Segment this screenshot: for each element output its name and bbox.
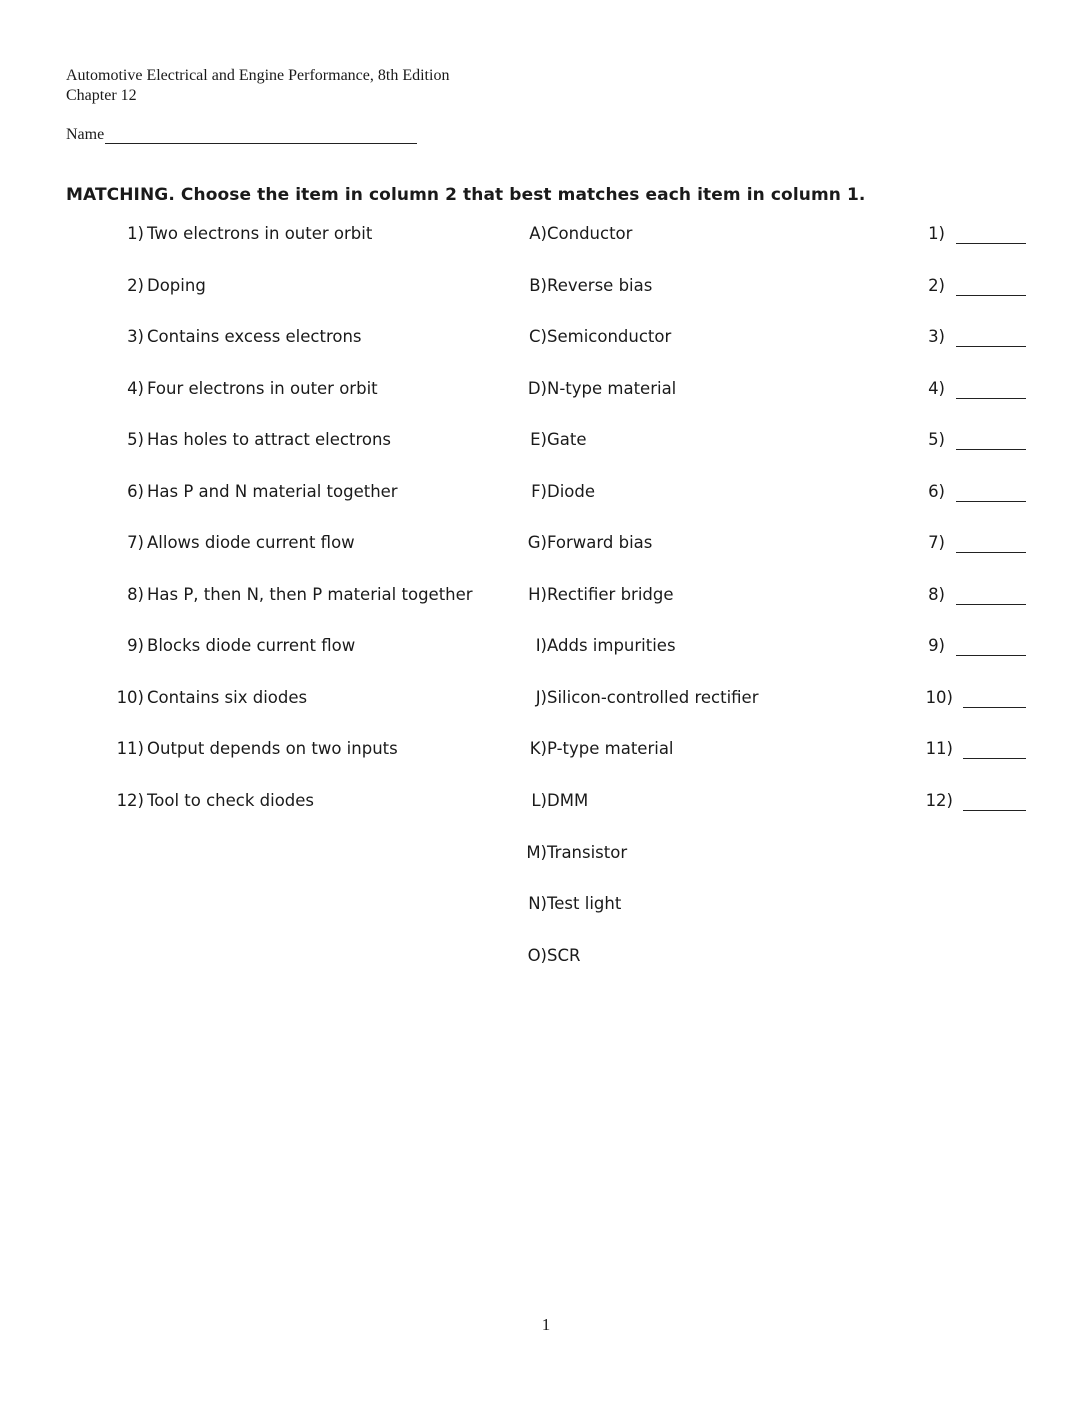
question-number: 4): [127, 379, 144, 398]
question-number: 8): [127, 585, 144, 604]
matching-row: [0, 276, 1088, 302]
choice-letter: C): [529, 327, 547, 346]
question-text: Output depends on two inputs: [147, 739, 398, 758]
question-number: 9): [127, 636, 144, 655]
choice-row: [0, 843, 1088, 869]
answer-number: 11): [925, 739, 953, 758]
page-number: 1: [541, 1315, 551, 1334]
choice-text: Conductor: [547, 224, 633, 243]
question-number: 6): [127, 482, 144, 501]
answer-blank[interactable]: [956, 655, 1026, 656]
choice-letter: F): [531, 482, 547, 501]
answer-number: 5): [928, 430, 945, 449]
question-text: Blocks diode current flow: [147, 636, 356, 655]
choice-text: Silicon-controlled rectifier: [547, 688, 759, 707]
choice-letter: I): [535, 636, 547, 655]
choice-letter: D): [527, 379, 547, 398]
answer-number: 7): [928, 533, 945, 552]
answer-number: 4): [928, 379, 945, 398]
question-text: Allows diode current flow: [147, 533, 355, 552]
matching-row: [0, 585, 1088, 611]
name-blank-line[interactable]: [105, 126, 417, 144]
question-text: Has P and N material together: [147, 482, 398, 501]
question-number: 11): [116, 739, 144, 758]
answer-blank[interactable]: [963, 810, 1026, 811]
answer-number: 1): [928, 224, 945, 243]
choice-text: Forward bias: [547, 533, 653, 552]
choice-text: Transistor: [547, 843, 628, 862]
question-number: 7): [127, 533, 144, 552]
choice-text: Test light: [547, 894, 622, 913]
matching-row: [0, 482, 1088, 508]
answer-blank[interactable]: [956, 398, 1026, 399]
question-text: Contains excess electrons: [147, 327, 362, 346]
matching-row: [0, 533, 1088, 559]
answer-blank[interactable]: [956, 552, 1026, 553]
answer-number: 9): [928, 636, 945, 655]
choice-letter: E): [530, 430, 547, 449]
question-number: 3): [127, 327, 144, 346]
question-text: Tool to check diodes: [147, 791, 315, 810]
chapter-label: Chapter 12: [66, 87, 137, 104]
matching-instructions: MATCHING. Choose the item in column 2 that best matches each item in column 1.: [66, 185, 866, 205]
choice-letter: K): [529, 739, 547, 758]
name-field[interactable]: [66, 126, 417, 144]
matching-row: [0, 430, 1088, 456]
answer-number: 6): [928, 482, 945, 501]
matching-row: [0, 688, 1088, 714]
answer-blank[interactable]: [956, 295, 1026, 296]
question-number: 10): [116, 688, 144, 707]
answer-number: 3): [928, 327, 945, 346]
answer-number: 2): [928, 276, 945, 295]
question-text: Has P, then N, then P material together: [147, 585, 473, 604]
matching-row: [0, 791, 1088, 817]
choice-text: Reverse bias: [547, 276, 653, 295]
matching-row: [0, 379, 1088, 405]
choice-text: P-type material: [547, 739, 674, 758]
question-text: Four electrons in outer orbit: [147, 379, 378, 398]
name-label: Name: [66, 126, 105, 143]
question-text: Doping: [147, 276, 206, 295]
choice-text: SCR: [547, 946, 581, 965]
choice-row: [0, 894, 1088, 920]
answer-number: 10): [925, 688, 953, 707]
answer-number: 12): [925, 791, 953, 810]
answer-blank[interactable]: [956, 501, 1026, 502]
choice-letter: M): [526, 843, 547, 862]
choice-letter: B): [529, 276, 547, 295]
choice-row: [0, 946, 1088, 972]
book-title: Automotive Electrical and Engine Performance, 8th Edition: [66, 67, 450, 84]
choice-letter: A): [529, 224, 547, 243]
question-number: 5): [127, 430, 144, 449]
choice-text: Rectifier bridge: [547, 585, 674, 604]
choice-letter: N): [528, 894, 547, 913]
choice-text: N-type material: [547, 379, 677, 398]
choice-text: Gate: [547, 430, 587, 449]
question-number: 12): [116, 791, 144, 810]
answer-blank[interactable]: [956, 449, 1026, 450]
question-number: 1): [127, 224, 144, 243]
choice-letter: G): [527, 533, 547, 552]
question-text: Contains six diodes: [147, 688, 308, 707]
choice-text: Semiconductor: [547, 327, 672, 346]
answer-number: 8): [928, 585, 945, 604]
choice-letter: L): [531, 791, 547, 810]
matching-row: [0, 739, 1088, 765]
choice-letter: H): [528, 585, 547, 604]
choice-letter: O): [527, 946, 547, 965]
answer-blank[interactable]: [956, 243, 1026, 244]
choice-letter: J): [535, 688, 547, 707]
matching-row: [0, 327, 1088, 353]
answer-blank[interactable]: [963, 707, 1026, 708]
question-text: Two electrons in outer orbit: [147, 224, 373, 243]
choice-text: Diode: [547, 482, 596, 501]
matching-row: [0, 224, 1088, 250]
matching-row: [0, 636, 1088, 662]
answer-blank[interactable]: [956, 604, 1026, 605]
question-text: Has holes to attract electrons: [147, 430, 392, 449]
answer-blank[interactable]: [963, 758, 1026, 759]
answer-blank[interactable]: [956, 346, 1026, 347]
question-number: 2): [127, 276, 144, 295]
choice-text: Adds impurities: [547, 636, 676, 655]
choice-text: DMM: [547, 791, 589, 810]
